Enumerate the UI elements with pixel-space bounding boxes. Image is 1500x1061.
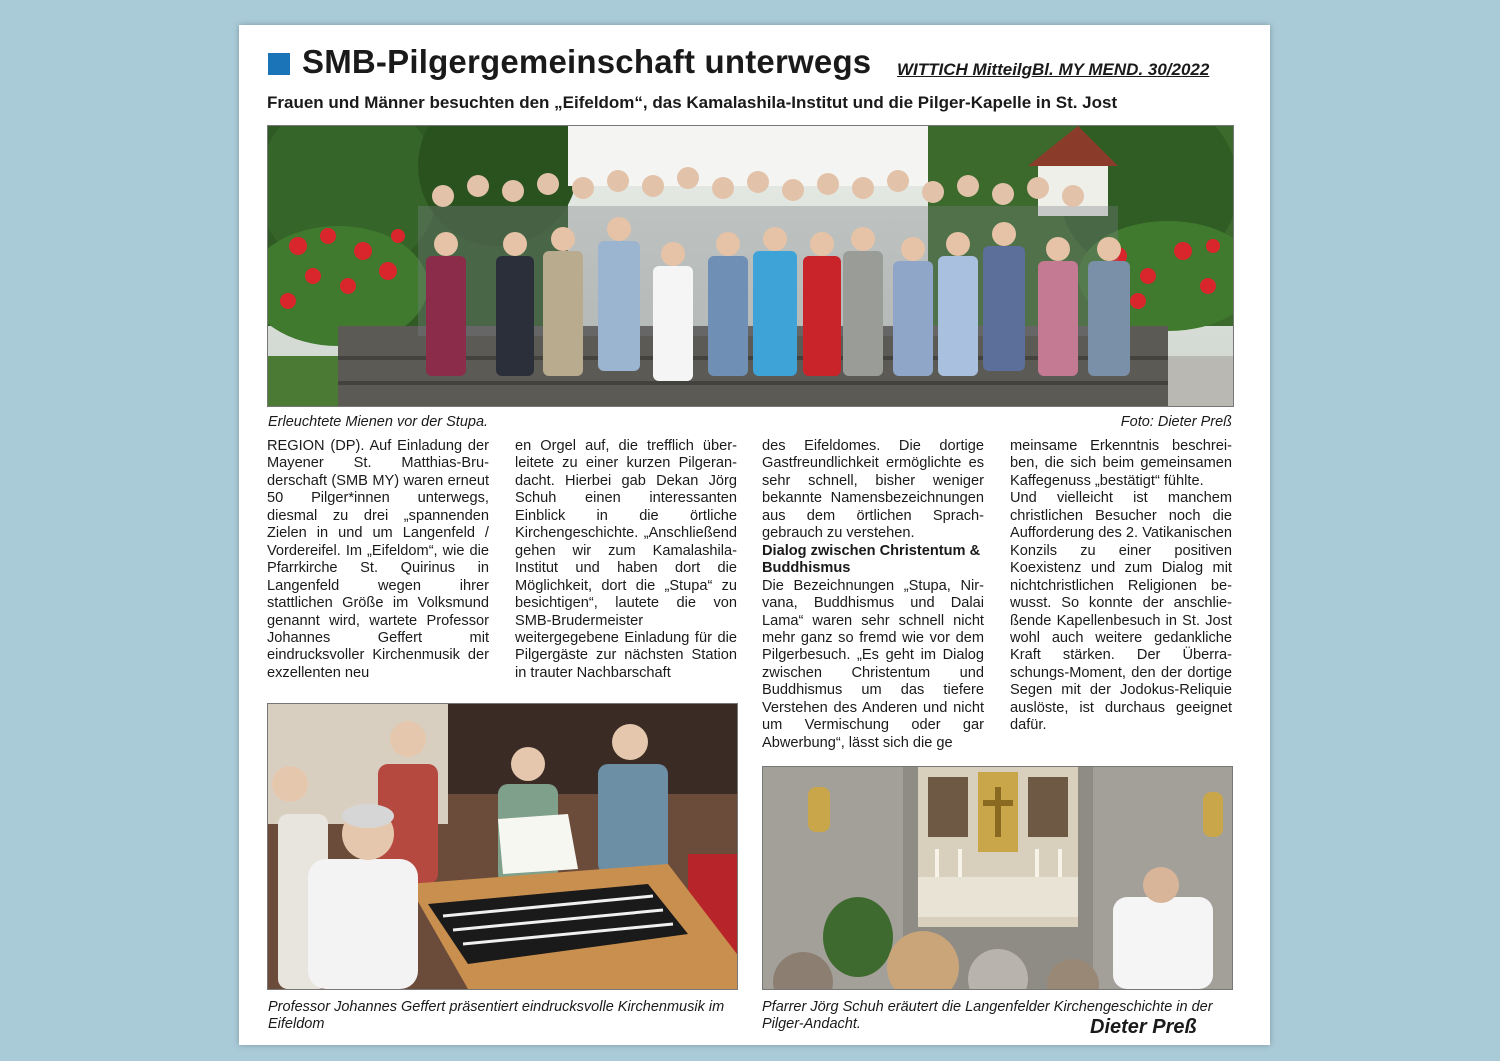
- section-subheading: Dialog zwischen Christentum & Buddhismus: [762, 542, 981, 577]
- group-photo: [267, 125, 1234, 407]
- newspaper-clipping: [239, 25, 1270, 1045]
- paragraph: Die Bezeichnungen „Stupa, Nirvana, Buddhismus und Dalai Lama“ waren sehr schnell nicht mehr ganz so fremd wie vor dem Pilgerbesuch. „Es geht im Dialog zwischen Christentum und Buddhismus um das tiefere Verstehen des Anderen und nicht um Vermischung oder gar Abwerbung“, lässt sich die ge: [762, 577, 984, 751]
- organ-photo-caption: Professor Johannes Geffert präsentiert eindrucksvolle Kirchenmusik im Eifeldom: [268, 999, 725, 1032]
- paragraph: Und vielleicht ist manchem christlichen Besucher noch die Aufforderung des 2. Vatikanischen Konzils zu einer positiven Koexistenz und zum Dialog mit nichtchristlichen Religionen bewusst. So konnte der anschließende Kapellenbesuch in St. Jost wohl auch weitere gedankliche Kraft stärken. Der Überraschungs-Moment, den der dortige Segen mit der Jodokus-Reliquie auslöste, ist durchaus geeignet dafür.: [1010, 490, 1232, 734]
- article-column-4: [1010, 438, 1232, 735]
- paragraph: REGION (DP). Auf Einladung der Mayener St. Matthias-Bruderschaft (SMB MY) waren erneut 50 Pilger*innen unterwegs, diesmal zu drei „spannenden Zielen in und um Langenfeld / Vordereifel. Im „Eifeldom“, wie die Pfarrkirche St. Quirinus in Langenfeld wegen ihrer stattlichen Größe im Volksmund genannt wird, wartete Professor Johannes Geffert mit eindrucksvoller Kirchenmusik der exzellenten neu: [267, 438, 489, 681]
- subheadline: Frauen und Männer besuchten den „Eifeldom“, das Kamalashila-Institut und die Pilger-Kapelle in St. Jost: [267, 93, 1118, 112]
- paragraph: des Eifeldomes. Die dortige Gastfreundlichkeit ermöglichte es sehr schnell, bisher weniger bekannte Namensbezeichnungen aus dem örtlichen Sprachgebrauch zu verstehen.: [762, 438, 984, 542]
- paragraph: en Orgel auf, die trefflich überleitete zu einer kurzen Pilgerandacht. Hierbei gab Dekan Jörg Schuh einen interessanten Einblick in die örtliche Kirchengeschichte. „Anschließend gehen wir zum Kamalashila-Institut und haben dort die Möglichkeit, dort die „Stupa“ zu besichtigen“, lautete die von SMB-Brudermeister weitergegebene Einladung für die Pilgergäste zur nächsten Station in trauter Nachbarschaft: [515, 438, 737, 681]
- chapel-photo-caption: Pfarrer Jörg Schuh eräutert die Langenfelder Kirchengeschichte in der Pilger-Andacht.: [762, 999, 1213, 1032]
- paragraph: meinsame Erkenntnis beschreiben, die sich beim gemeinsamen Kaffegenuss „bestätigt“ fühlte.: [1010, 438, 1232, 489]
- author-signature: Dieter Preß: [1090, 1016, 1197, 1038]
- headline-marker: [268, 53, 290, 75]
- headline: SMB-Pilgergemeinschaft unterwegs: [302, 43, 872, 80]
- source-reference: WITTICH MitteilgBl. MY MEND. 30/2022: [897, 60, 1210, 79]
- article-column-2: [515, 438, 737, 682]
- chapel-photo: [762, 766, 1233, 990]
- article-column-1: [267, 438, 489, 682]
- article-column-3: [762, 438, 984, 752]
- organ-photo: [267, 703, 738, 990]
- group-photo-caption: Erleuchtete Mienen vor der Stupa.: [268, 414, 489, 430]
- photo-credit: Foto: Dieter Preß: [1120, 414, 1232, 430]
